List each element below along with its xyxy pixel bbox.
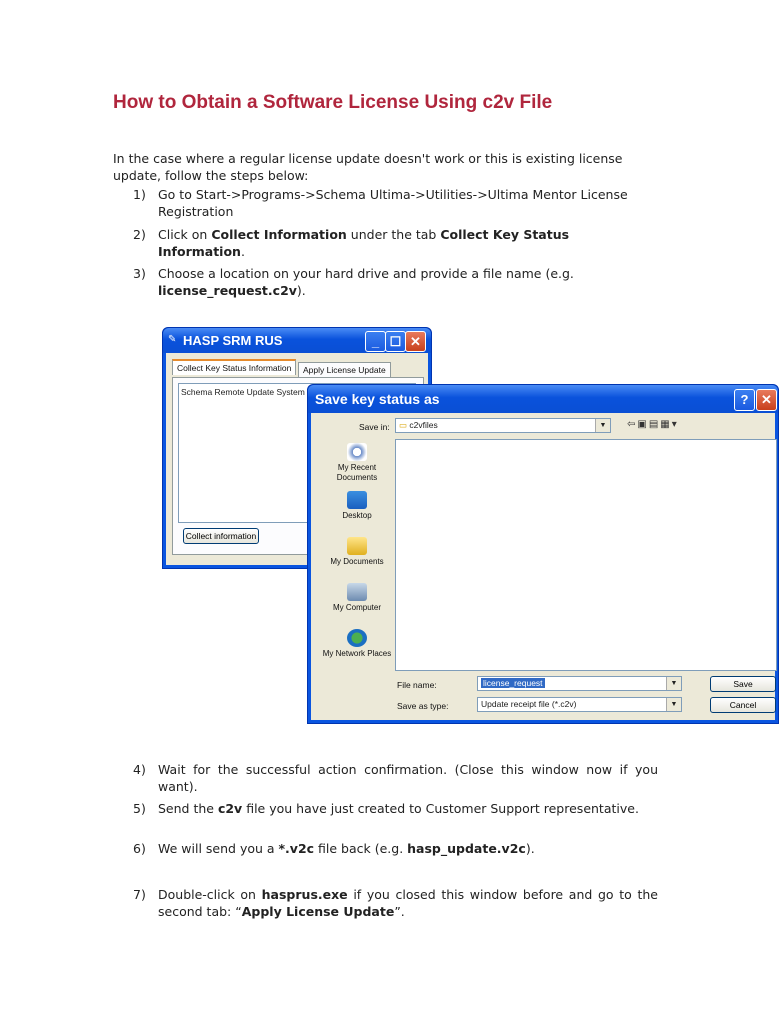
step-7 — [133, 886, 658, 920]
file-list[interactable] — [395, 439, 777, 671]
new-folder-icon: ▤ — [648, 419, 661, 430]
file-name-term: license_request.c2v — [158, 283, 297, 298]
place-recent[interactable]: My Recent Documents — [319, 443, 395, 483]
chevron-down-icon[interactable]: ▼ — [666, 677, 681, 690]
minimize-button[interactable]: _ — [365, 331, 386, 352]
hasp-title-bar[interactable] — [163, 328, 431, 353]
status-list[interactable]: Schema Remote Update System — [178, 383, 416, 523]
file-name-input[interactable]: license_request ▼ — [477, 676, 682, 691]
app-icon: ✎ — [168, 334, 177, 345]
file-name-label: File name: — [397, 680, 437, 690]
toolbar-icons[interactable] — [627, 419, 679, 430]
step-text: Choose a location on your hard drive and provide a file name (e.g. license_request.c2v). — [158, 266, 574, 298]
save-dialog-title: Save key status as — [315, 391, 440, 407]
step-number: 5) — [133, 801, 146, 816]
tab-collect-key-status[interactable]: Collect Key Status Information — [172, 359, 296, 375]
step-4 — [133, 761, 658, 795]
view-menu-icon: ▦▾ — [660, 419, 679, 430]
save-key-status-dialog — [307, 384, 779, 724]
step-number: 2) — [133, 227, 146, 242]
page-title: How to Obtain a Software License Using c2v File — [113, 92, 553, 113]
help-button[interactable]: ? — [734, 389, 755, 411]
step-text: Wait for the successful action confirmation. (Close this window now if you want). — [158, 762, 658, 794]
step-3 — [133, 265, 658, 299]
save-in-combo[interactable]: ▭ c2vfiles ▼ — [395, 418, 611, 433]
hasp-window-title: HASP SRM RUS — [183, 333, 283, 348]
step-text: Go to Start->Programs->Schema Ultima->Utilities->Ultima Mentor License Registration — [158, 187, 628, 219]
my-documents-icon — [347, 537, 367, 555]
collect-key-status-term: Collect Key Status Information — [158, 227, 570, 259]
apply-license-update-term: Apply License Update — [241, 904, 395, 919]
desktop-icon — [347, 491, 367, 509]
back-icon: ⇦ — [627, 419, 638, 430]
v2c-term: *.v2c — [278, 841, 315, 856]
step-2 — [133, 226, 658, 260]
step-number: 4) — [133, 762, 146, 777]
folder-icon: ▭ — [399, 420, 408, 430]
save-dialog-title-bar[interactable] — [308, 385, 778, 413]
step-5 — [133, 800, 658, 817]
step-number: 7) — [133, 887, 146, 902]
close-button[interactable]: ✕ — [405, 331, 426, 352]
dialog-close-button[interactable]: ✕ — [756, 389, 777, 411]
collect-information-button[interactable]: Collect information — [183, 528, 259, 544]
network-places-icon — [347, 629, 367, 647]
place-my-documents[interactable]: My Documents — [319, 537, 395, 567]
up-folder-icon: ▣ — [637, 419, 649, 430]
step-text: Double-click on hasprus.exe if you closed this window before and go to the second tab: “Apply License Update”. — [158, 887, 658, 919]
tab-apply-license-update[interactable]: Apply License Update — [298, 362, 391, 377]
chevron-down-icon[interactable]: ▼ — [666, 698, 681, 711]
save-button[interactable]: Save — [710, 676, 776, 692]
place-desktop[interactable]: Desktop — [319, 491, 395, 521]
save-dialog-client — [311, 413, 775, 720]
step-number: 3) — [133, 266, 146, 281]
place-network[interactable]: My Network Places — [319, 629, 395, 659]
hasp-update-term: hasp_update.v2c — [407, 841, 526, 856]
step-number: 6) — [133, 841, 146, 856]
my-computer-icon — [347, 583, 367, 601]
save-in-label: Save in: — [359, 422, 390, 432]
step-text: We will send you a *.v2c file back (e.g. hasp_update.v2c). — [158, 841, 535, 856]
chevron-down-icon[interactable]: ▼ — [595, 419, 610, 432]
intro-paragraph: In the case where a regular license update doesn't work or this is existing license update, follow the steps below: — [113, 151, 623, 183]
save-as-type-select[interactable]: Update receipt file (*.c2v) ▼ — [477, 697, 682, 712]
step-6 — [133, 840, 658, 857]
step-number: 1) — [133, 187, 146, 202]
recent-documents-icon — [347, 443, 367, 461]
step-1 — [133, 186, 658, 220]
collect-information-term: Collect Information — [211, 227, 347, 242]
hasprus-exe-term: hasprus.exe — [261, 887, 348, 902]
step-text: Click on Collect Information under the tab Collect Key Status Information. — [158, 227, 570, 259]
c2v-term: c2v — [217, 801, 243, 816]
cancel-button[interactable]: Cancel — [710, 697, 776, 713]
maximize-button[interactable]: ☐ — [385, 331, 406, 352]
place-my-computer[interactable]: My Computer — [319, 583, 395, 613]
step-text: Send the c2v file you have just created to Customer Support representative. — [158, 801, 639, 816]
save-as-type-label: Save as type: — [397, 701, 449, 711]
